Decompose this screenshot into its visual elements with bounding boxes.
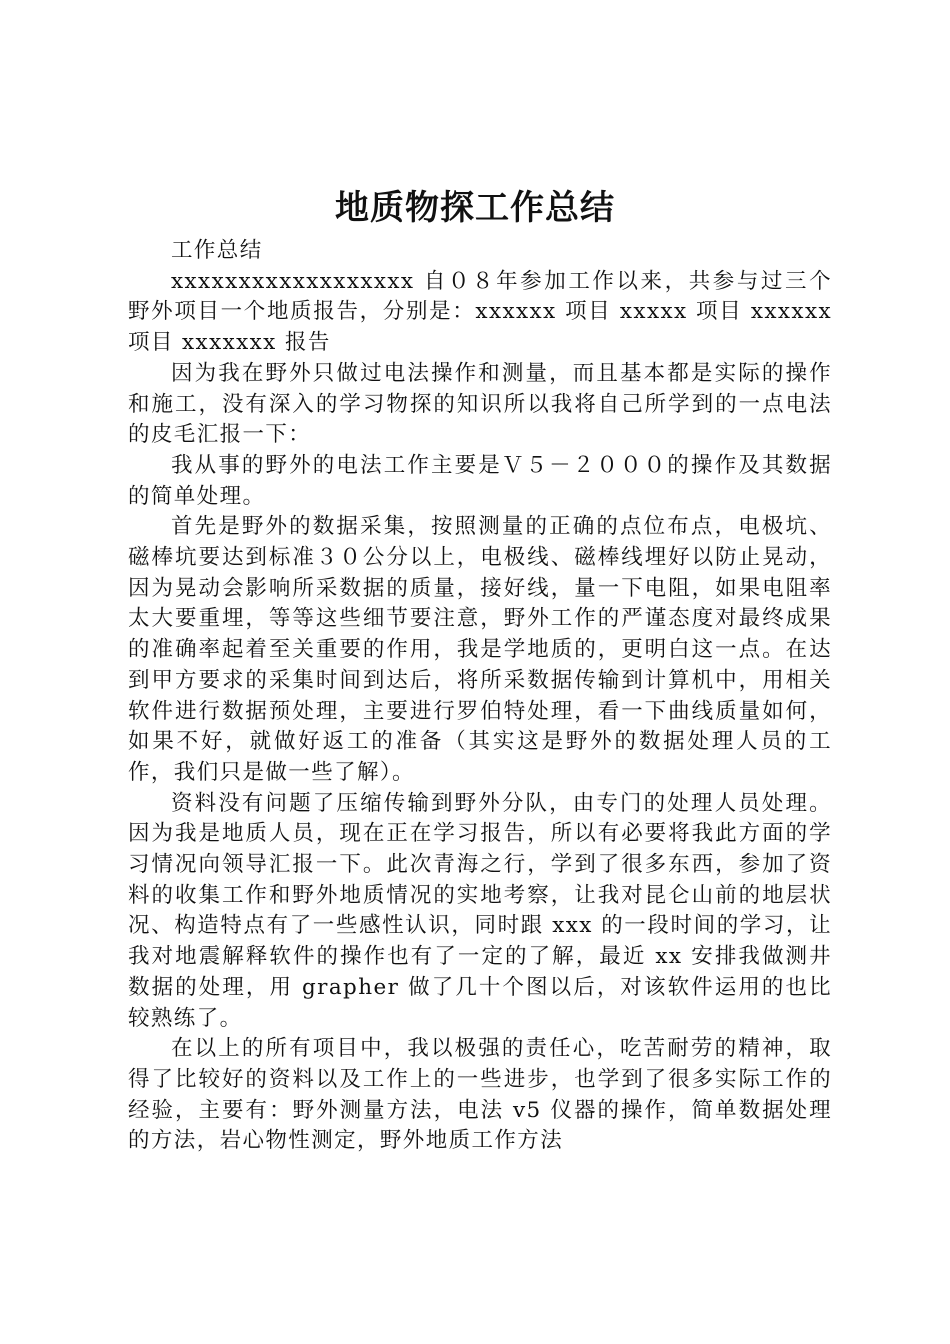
section-heading: 工作总结 [171, 238, 263, 263]
paragraph: 因为我在野外只做过电法操作和测量，而且基本都是实际的操作和施工，没有深入的学习物探的知识所以我将自己所学到的一点电法的皮毛汇报一下： [128, 360, 832, 448]
paragraph: xxxxxxxxxxxxxxxxxx 自０８年参加工作以来，共参与过三个野外项目一个地质报告，分别是：xxxxxx 项目 xxxxx 项目 xxxxxx 项目 xxxxxxx 报告 [128, 268, 832, 356]
paragraph: 在以上的所有项目中，我以极强的责任心，吃苦耐劳的精神，取得了比较好的资料以及工作上的一些进步，也学到了很多实际工作的经验，主要有：野外测量方法，电法 v5 仪器的操作，简单数据处理的方法，岩心物性测定，野外地质工作方法 [128, 1036, 832, 1154]
paragraph: 资料没有问题了压缩传输到野外分队，由专门的处理人员处理。因为我是地质人员，现在正在学习报告，所以有必要将我此方面的学习情况向领导汇报一下。此次青海之行，学到了很多东西，参加了资料的收集工作和野外地质情况的实地考察，让我对昆仑山前的地层状况、构造特点有了一些感性认识，同时跟 xxx 的一段时间的学习，让我对地震解释软件的操作也有了一定的了解，最近 xx 安排我做测井数据的处理，用 grapher 做了几十个图以后，对该软件运用的也比较熟练了。 [128, 790, 832, 1031]
paragraph: 我从事的野外的电法工作主要是Ｖ５－２０００的操作及其数据的简单处理。 [128, 452, 832, 509]
document-body [128, 236, 832, 1157]
document-title: 地质物探工作总结 [335, 188, 615, 228]
paragraph: 首先是野外的数据采集，按照测量的正确的点位布点，电极坑、磁棒坑要达到标准３０公分以上，电极线、磁棒线埋好以防止晃动，因为晃动会影响所采数据的质量，接好线，量一下电阻，如果电阻率太大要重埋，等等这些细节要注意，野外工作的严谨态度对最终成果的准确率起着至关重要的作用，我是学地质的，更明白这一点。在达到甲方要求的采集时间到达后，将所采数据传输到计算机中，用相关软件进行数据预处理，主要进行罗伯特处理，看一下曲线质量如何，如果不好，就做好返工的准备（其实这是野外的数据处理人员的工作，我们只是做一些了解）。 [128, 514, 832, 785]
